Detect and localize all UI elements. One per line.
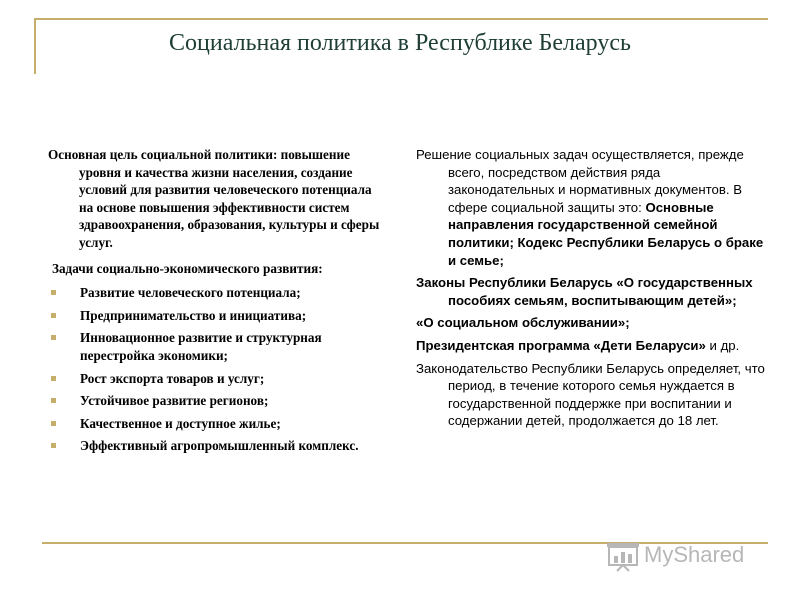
square-bullet-icon bbox=[51, 376, 56, 381]
presentation-board-icon bbox=[606, 542, 640, 572]
task-text: Устойчивое развитие регионов; bbox=[80, 393, 269, 409]
square-bullet-icon bbox=[51, 421, 56, 426]
task-text: Предпринимательство и инициатива; bbox=[80, 307, 307, 323]
period-paragraph bbox=[416, 360, 766, 430]
task-text: Инновационное развитие и структурная перестройка экономики; bbox=[80, 330, 322, 363]
right-column bbox=[416, 146, 766, 435]
left-column bbox=[48, 146, 388, 460]
list-item bbox=[48, 370, 388, 388]
paragraph-text: Решение социальных задач осуществляется, прежде всего, посредством действия ряда законодательных и нормативных документов. В сфере социальной защиты это: bbox=[416, 147, 744, 215]
social-service-paragraph bbox=[416, 314, 766, 332]
social-service-text: «О социальном обслуживании»; bbox=[416, 315, 630, 331]
logo-text: MyShared bbox=[644, 542, 745, 567]
list-item bbox=[48, 437, 388, 455]
myshared-logo bbox=[604, 540, 764, 576]
list-item bbox=[48, 329, 388, 364]
tasks-list bbox=[48, 284, 388, 455]
list-item bbox=[48, 307, 388, 325]
task-text: Развитие человеческого потенциала; bbox=[80, 285, 301, 301]
program-paragraph bbox=[416, 337, 766, 355]
program-suffix: и др. bbox=[705, 337, 740, 353]
laws-text: Законы Республики Беларусь «О государственных пособиях семьям, воспитывающим детей»; bbox=[416, 275, 753, 308]
program-text: Президентская программа «Дети Беларуси» bbox=[416, 337, 706, 353]
square-bullet-icon bbox=[51, 335, 56, 340]
square-bullet-icon bbox=[51, 443, 56, 448]
main-goal-text: Основная цель социальной политики: повышение уровня и качества жизни населения, создание условий для развития человеческого потенциала на основе повышения эффективности систем здравоохранения, образования, культуры и сферы услуг. bbox=[48, 147, 380, 250]
list-item bbox=[48, 415, 388, 433]
tasks-heading: Задачи социально-экономического развития: bbox=[52, 260, 323, 276]
task-text: Качественное и доступное жилье; bbox=[80, 415, 281, 431]
square-bullet-icon bbox=[51, 290, 56, 295]
list-item bbox=[48, 392, 388, 410]
task-text: Эффективный агропромышленный комплекс. bbox=[80, 438, 359, 454]
task-text: Рост экспорта товаров и услуг; bbox=[80, 370, 265, 386]
frame-top-line bbox=[34, 18, 768, 20]
family-policy-text: Основные направления государственной семейной политики; Кодекс Республики Беларусь о браке и семье; bbox=[448, 199, 764, 268]
laws-paragraph bbox=[416, 274, 766, 309]
list-item bbox=[48, 284, 388, 302]
square-bullet-icon bbox=[51, 398, 56, 403]
period-text: Законодательство Республики Беларусь определяет, что период, в течение которого семья нуждается в государственной поддержке при воспитании и содержании детей, продолжается до 18 лет. bbox=[416, 360, 765, 429]
legislation-paragraph bbox=[416, 146, 766, 269]
slide-title: Социальная политика в Республике Беларусь bbox=[169, 30, 631, 56]
square-bullet-icon bbox=[51, 313, 56, 318]
